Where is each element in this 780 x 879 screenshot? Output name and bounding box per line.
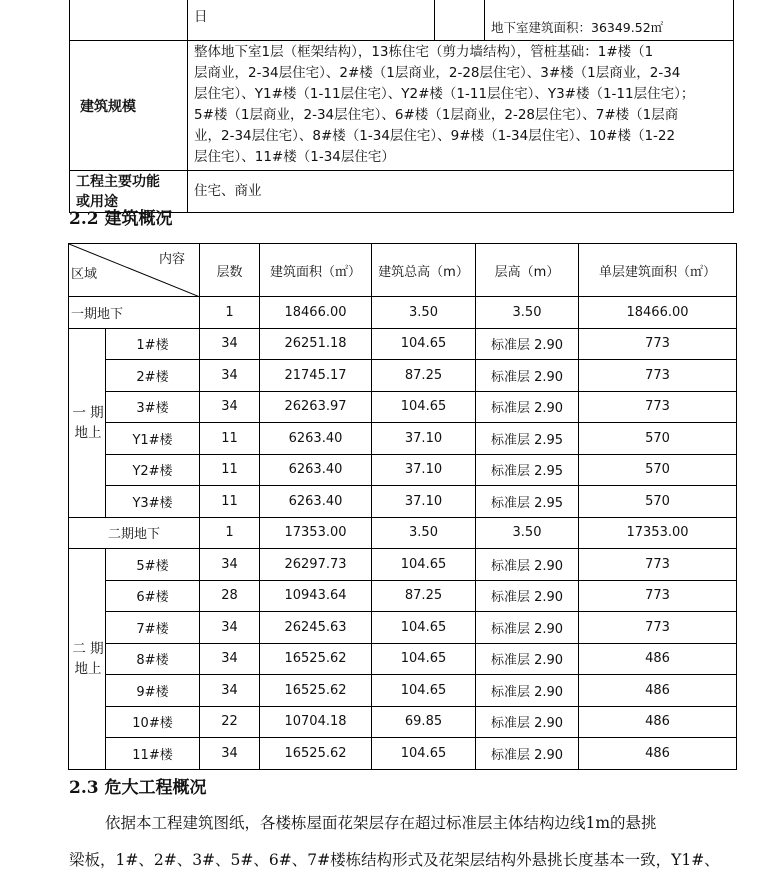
table-cell: 标准层 2.90	[476, 549, 579, 581]
table-cell: 标准层 2.90	[476, 706, 579, 738]
label-line: 地上	[74, 424, 102, 441]
table-cell: 3.50	[476, 297, 579, 329]
column-header: 单层建筑面积（㎡）	[579, 244, 737, 297]
building-name: Y2#楼	[106, 454, 200, 486]
table-cell: 10943.64	[260, 580, 372, 612]
table-cell: 标准层 2.90	[476, 738, 579, 770]
table-cell: 87.25	[372, 360, 476, 392]
table-cell: 6263.40	[260, 454, 372, 486]
table-cell: 34	[200, 675, 260, 707]
table-cell: 104.65	[372, 675, 476, 707]
table-cell: 34	[200, 549, 260, 581]
table-cell: 17353.00	[260, 517, 372, 549]
table-cell: 34	[200, 612, 260, 644]
table-cell: 37.10	[372, 423, 476, 455]
text-line: 层住宅）、Y1#楼（1-11层住宅）、Y2#楼（1-11层住宅）、Y3#楼（1-11层住宅）；	[194, 86, 695, 102]
table-cell: 570	[579, 486, 737, 518]
table-cell: 486	[579, 706, 737, 738]
table-cell: 22	[200, 706, 260, 738]
group-label	[69, 549, 106, 770]
table-cell: 104.65	[372, 612, 476, 644]
column-header: 层高（m）	[476, 244, 579, 297]
scale-label: 建筑规模	[70, 41, 188, 171]
building-name: Y1#楼	[106, 423, 200, 455]
table-cell: 87.25	[372, 580, 476, 612]
table-cell: 标准层 2.90	[476, 360, 579, 392]
table-row	[69, 517, 737, 549]
table-cell: 标准层 2.90	[476, 391, 579, 423]
building-name: 7#楼	[106, 612, 200, 644]
table-cell: 18466.00	[579, 297, 737, 329]
text-line: 层商业，2-34层住宅）、2#楼（1层商业，2-28层住宅）、3#楼（1层商业，2-34	[194, 65, 681, 81]
table-cell: 标准层 2.90	[476, 675, 579, 707]
table-cell: 3.50	[372, 517, 476, 549]
paragraph-line: 依据本工程建筑图纸，各楼栋屋面花架层存在超过标准层主体结构边线1m的悬挑	[105, 814, 657, 832]
table-cell: 11	[200, 486, 260, 518]
table-row	[69, 706, 737, 738]
table-cell: 34	[200, 328, 260, 360]
paragraph-line: 梁板，1#、2#、3#、5#、6#、7#楼栋结构形式及花架层结构外悬挑长度基本一致，Y1#、	[69, 851, 720, 869]
table-cell: 17353.00	[579, 517, 737, 549]
building-name: 5#楼	[106, 549, 200, 581]
section-heading-2-3: 2.3 危大工程概况	[69, 778, 207, 798]
table-cell: 486	[579, 738, 737, 770]
table-cell: 570	[579, 423, 737, 455]
table-cell: 标准层 2.90	[476, 612, 579, 644]
column-header: 建筑总高（m）	[372, 244, 476, 297]
building-name: Y3#楼	[106, 486, 200, 518]
label-line: 一 期	[72, 404, 104, 421]
text-line: 5#楼（1层商业，2-34层住宅）、6#楼（1层商业，2-28层住宅）、7#楼（1层商	[194, 107, 679, 123]
diag-bottom-label: 区域	[71, 267, 98, 282]
table-row	[70, 0, 734, 41]
table-cell: 104.65	[372, 549, 476, 581]
table-cell: 1	[200, 297, 260, 329]
table-row	[69, 328, 737, 360]
diag-top-label: 内容	[158, 252, 185, 267]
table-cell: 1	[200, 517, 260, 549]
building-name: 8#楼	[106, 643, 200, 675]
building-overview-table	[68, 243, 737, 770]
table-row	[69, 391, 737, 423]
table-cell: 18466.00	[260, 297, 372, 329]
project-info-table	[69, 0, 734, 213]
building-name: 9#楼	[106, 675, 200, 707]
scale-description	[188, 41, 734, 171]
table-cell: 26263.97	[260, 391, 372, 423]
table-cell: 标准层 2.90	[476, 580, 579, 612]
table-row	[69, 612, 737, 644]
table-cell: 26245.63	[260, 612, 372, 644]
table-cell: 104.65	[372, 738, 476, 770]
text-line: 整体地下室1层（框架结构），13栋住宅（剪力墙结构），管桩基础：1#楼（1	[194, 44, 654, 60]
table-row	[69, 423, 737, 455]
column-header: 层数	[200, 244, 260, 297]
label-line: 工程主要功能	[76, 173, 160, 190]
table-row	[69, 297, 737, 329]
row-label: 一期地下	[69, 297, 200, 329]
table-cell: 3.50	[476, 517, 579, 549]
table-cell: 486	[579, 675, 737, 707]
table-cell: 21745.17	[260, 360, 372, 392]
group-label	[69, 328, 106, 517]
table-cell: 28	[200, 580, 260, 612]
building-name: 10#楼	[106, 706, 200, 738]
table-cell: 标准层 2.95	[476, 486, 579, 518]
table-cell: 标准层 2.95	[476, 454, 579, 486]
table-cell: 104.65	[372, 391, 476, 423]
diagonal-header-cell	[69, 244, 200, 297]
table-cell: 37.10	[372, 454, 476, 486]
label-line: 或用途	[76, 193, 118, 210]
building-name: 3#楼	[106, 391, 200, 423]
table-cell: 标准层 2.90	[476, 643, 579, 675]
table-cell: 104.65	[372, 328, 476, 360]
table-cell: 26251.18	[260, 328, 372, 360]
table-cell: 34	[200, 738, 260, 770]
table-cell: 486	[579, 643, 737, 675]
partial-text-cell: 日	[188, 0, 435, 41]
table-row	[69, 675, 737, 707]
table-cell: 773	[579, 391, 737, 423]
blank-cell	[435, 0, 485, 41]
function-value: 住宅、商业	[188, 171, 734, 213]
building-name: 1#楼	[106, 328, 200, 360]
section-paragraph	[69, 805, 749, 879]
building-name: 2#楼	[106, 360, 200, 392]
table-cell: 16525.62	[260, 738, 372, 770]
table-cell: 26297.73	[260, 549, 372, 581]
table-row	[69, 738, 737, 770]
table-cell: 570	[579, 454, 737, 486]
blank-cell	[70, 0, 188, 41]
table-row	[69, 643, 737, 675]
table-cell: 104.65	[372, 643, 476, 675]
section-heading-2-2: 2.2 建筑概况	[69, 209, 173, 229]
table-cell: 773	[579, 328, 737, 360]
table-row	[69, 454, 737, 486]
table-cell: 37.10	[372, 486, 476, 518]
table-row	[70, 41, 734, 171]
text-line: 层住宅）、11#楼（1-34层住宅）	[194, 149, 395, 165]
table-row	[69, 360, 737, 392]
basement-area-cell: 地下室建筑面积：36349.52㎡	[485, 0, 734, 41]
table-cell: 11	[200, 454, 260, 486]
table-cell: 773	[579, 360, 737, 392]
table-cell: 34	[200, 643, 260, 675]
label-line: 地上	[74, 660, 102, 677]
table-cell: 16525.62	[260, 643, 372, 675]
building-name: 6#楼	[106, 580, 200, 612]
table-cell: 10704.18	[260, 706, 372, 738]
table-cell: 3.50	[372, 297, 476, 329]
table-cell: 69.85	[372, 706, 476, 738]
label-line: 二 期	[72, 640, 104, 657]
table-row	[69, 486, 737, 518]
building-name: 11#楼	[106, 738, 200, 770]
table-row	[69, 580, 737, 612]
table-cell: 34	[200, 360, 260, 392]
table-cell: 34	[200, 391, 260, 423]
column-header: 建筑面积（㎡）	[260, 244, 372, 297]
table-cell: 16525.62	[260, 675, 372, 707]
row-label: 二期地下	[69, 517, 200, 549]
header-row	[69, 244, 737, 297]
table-cell: 6263.40	[260, 486, 372, 518]
table-row	[69, 549, 737, 581]
table-cell: 标准层 2.95	[476, 423, 579, 455]
table-cell: 标准层 2.90	[476, 328, 579, 360]
table-cell: 6263.40	[260, 423, 372, 455]
table-cell: 11	[200, 423, 260, 455]
text-line: 业，2-34层住宅）、8#楼（1-34层住宅）、9#楼（1-34层住宅）、10#楼（1-22	[194, 128, 676, 144]
table-cell: 773	[579, 580, 737, 612]
table-cell: 773	[579, 612, 737, 644]
table-cell: 773	[579, 549, 737, 581]
